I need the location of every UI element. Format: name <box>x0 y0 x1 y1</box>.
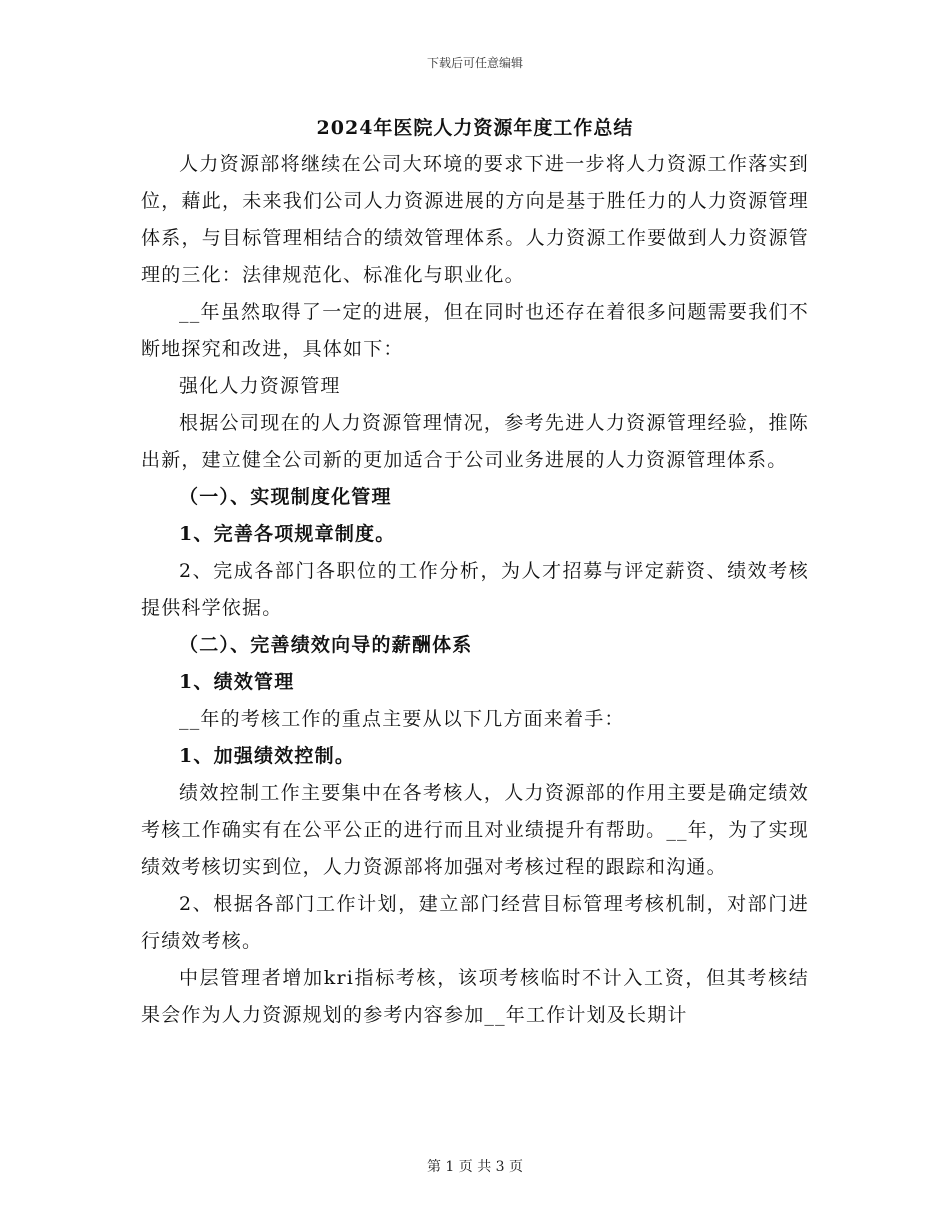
section-heading-2: （二）、完善绩效向导的薪酬体系 <box>179 634 473 656</box>
paragraph-intro: 人力资源部将继续在公司大环境的要求下进一步将人力资源工作落实到位，藉此，未来我们公司人力资源进展的方向是基于胜任力的人力资源管理体系，与目标管理相结合的绩效管理体系。人力资源工作要做到人力资源管理的三化：法律规范化、标准化与职业化。 <box>141 153 809 286</box>
document-body <box>141 146 809 1034</box>
paragraph-performance-control: 绩效控制工作主要集中在各考核人，人力资源部的作用主要是确定绩效考核工作确实有在公平公正的进行而且对业绩提升有帮助。__年，为了实现绩效考核切实到位，人力资源部将加强对考核过程的跟踪和沟通。 <box>141 782 809 878</box>
paragraph-strengthen-hr: 强化人力资源管理 <box>179 375 341 397</box>
document-title: 2024年医院人力资源年度工作总结 <box>316 117 634 139</box>
paragraph-progress: __年虽然取得了一定的进展，但在同时也还存在着很多问题需要我们不断地探究和改进，具体如下： <box>141 301 809 360</box>
page-number: 第 1 页 共 3 页 <box>426 1159 524 1175</box>
paragraph-assessment-focus: __年的考核工作的重点主要从以下几方面来着手： <box>179 708 625 730</box>
subheading-rules: 1、完善各项规章制度。 <box>179 523 396 545</box>
section-heading-1: （一）、实现制度化管理 <box>179 486 392 508</box>
subheading-performance-control: 1、加强绩效控制。 <box>179 745 356 767</box>
paragraph-kri: 中层管理者增加kri指标考核，该项考核临时不计入工资，但其考核结果会作为人力资源规划的参考内容参加__年工作计划及长期计 <box>141 967 809 1026</box>
paragraph-job-analysis: 2、完成各部门各职位的工作分析，为人才招募与评定薪资、绩效考核提供科学依据。 <box>141 560 809 619</box>
paragraph-hr-system: 根据公司现在的人力资源管理情况，参考先进人力资源管理经验，推陈出新，建立健全公司新的更加适合于公司业务进展的人力资源管理体系。 <box>141 412 809 471</box>
header-note: 下载后可任意编辑 <box>426 56 523 70</box>
subheading-performance: 1、绩效管理 <box>179 671 295 693</box>
paragraph-department-assessment: 2、根据各部门工作计划，建立部门经营目标管理考核机制，对部门进行绩效考核。 <box>141 893 809 952</box>
